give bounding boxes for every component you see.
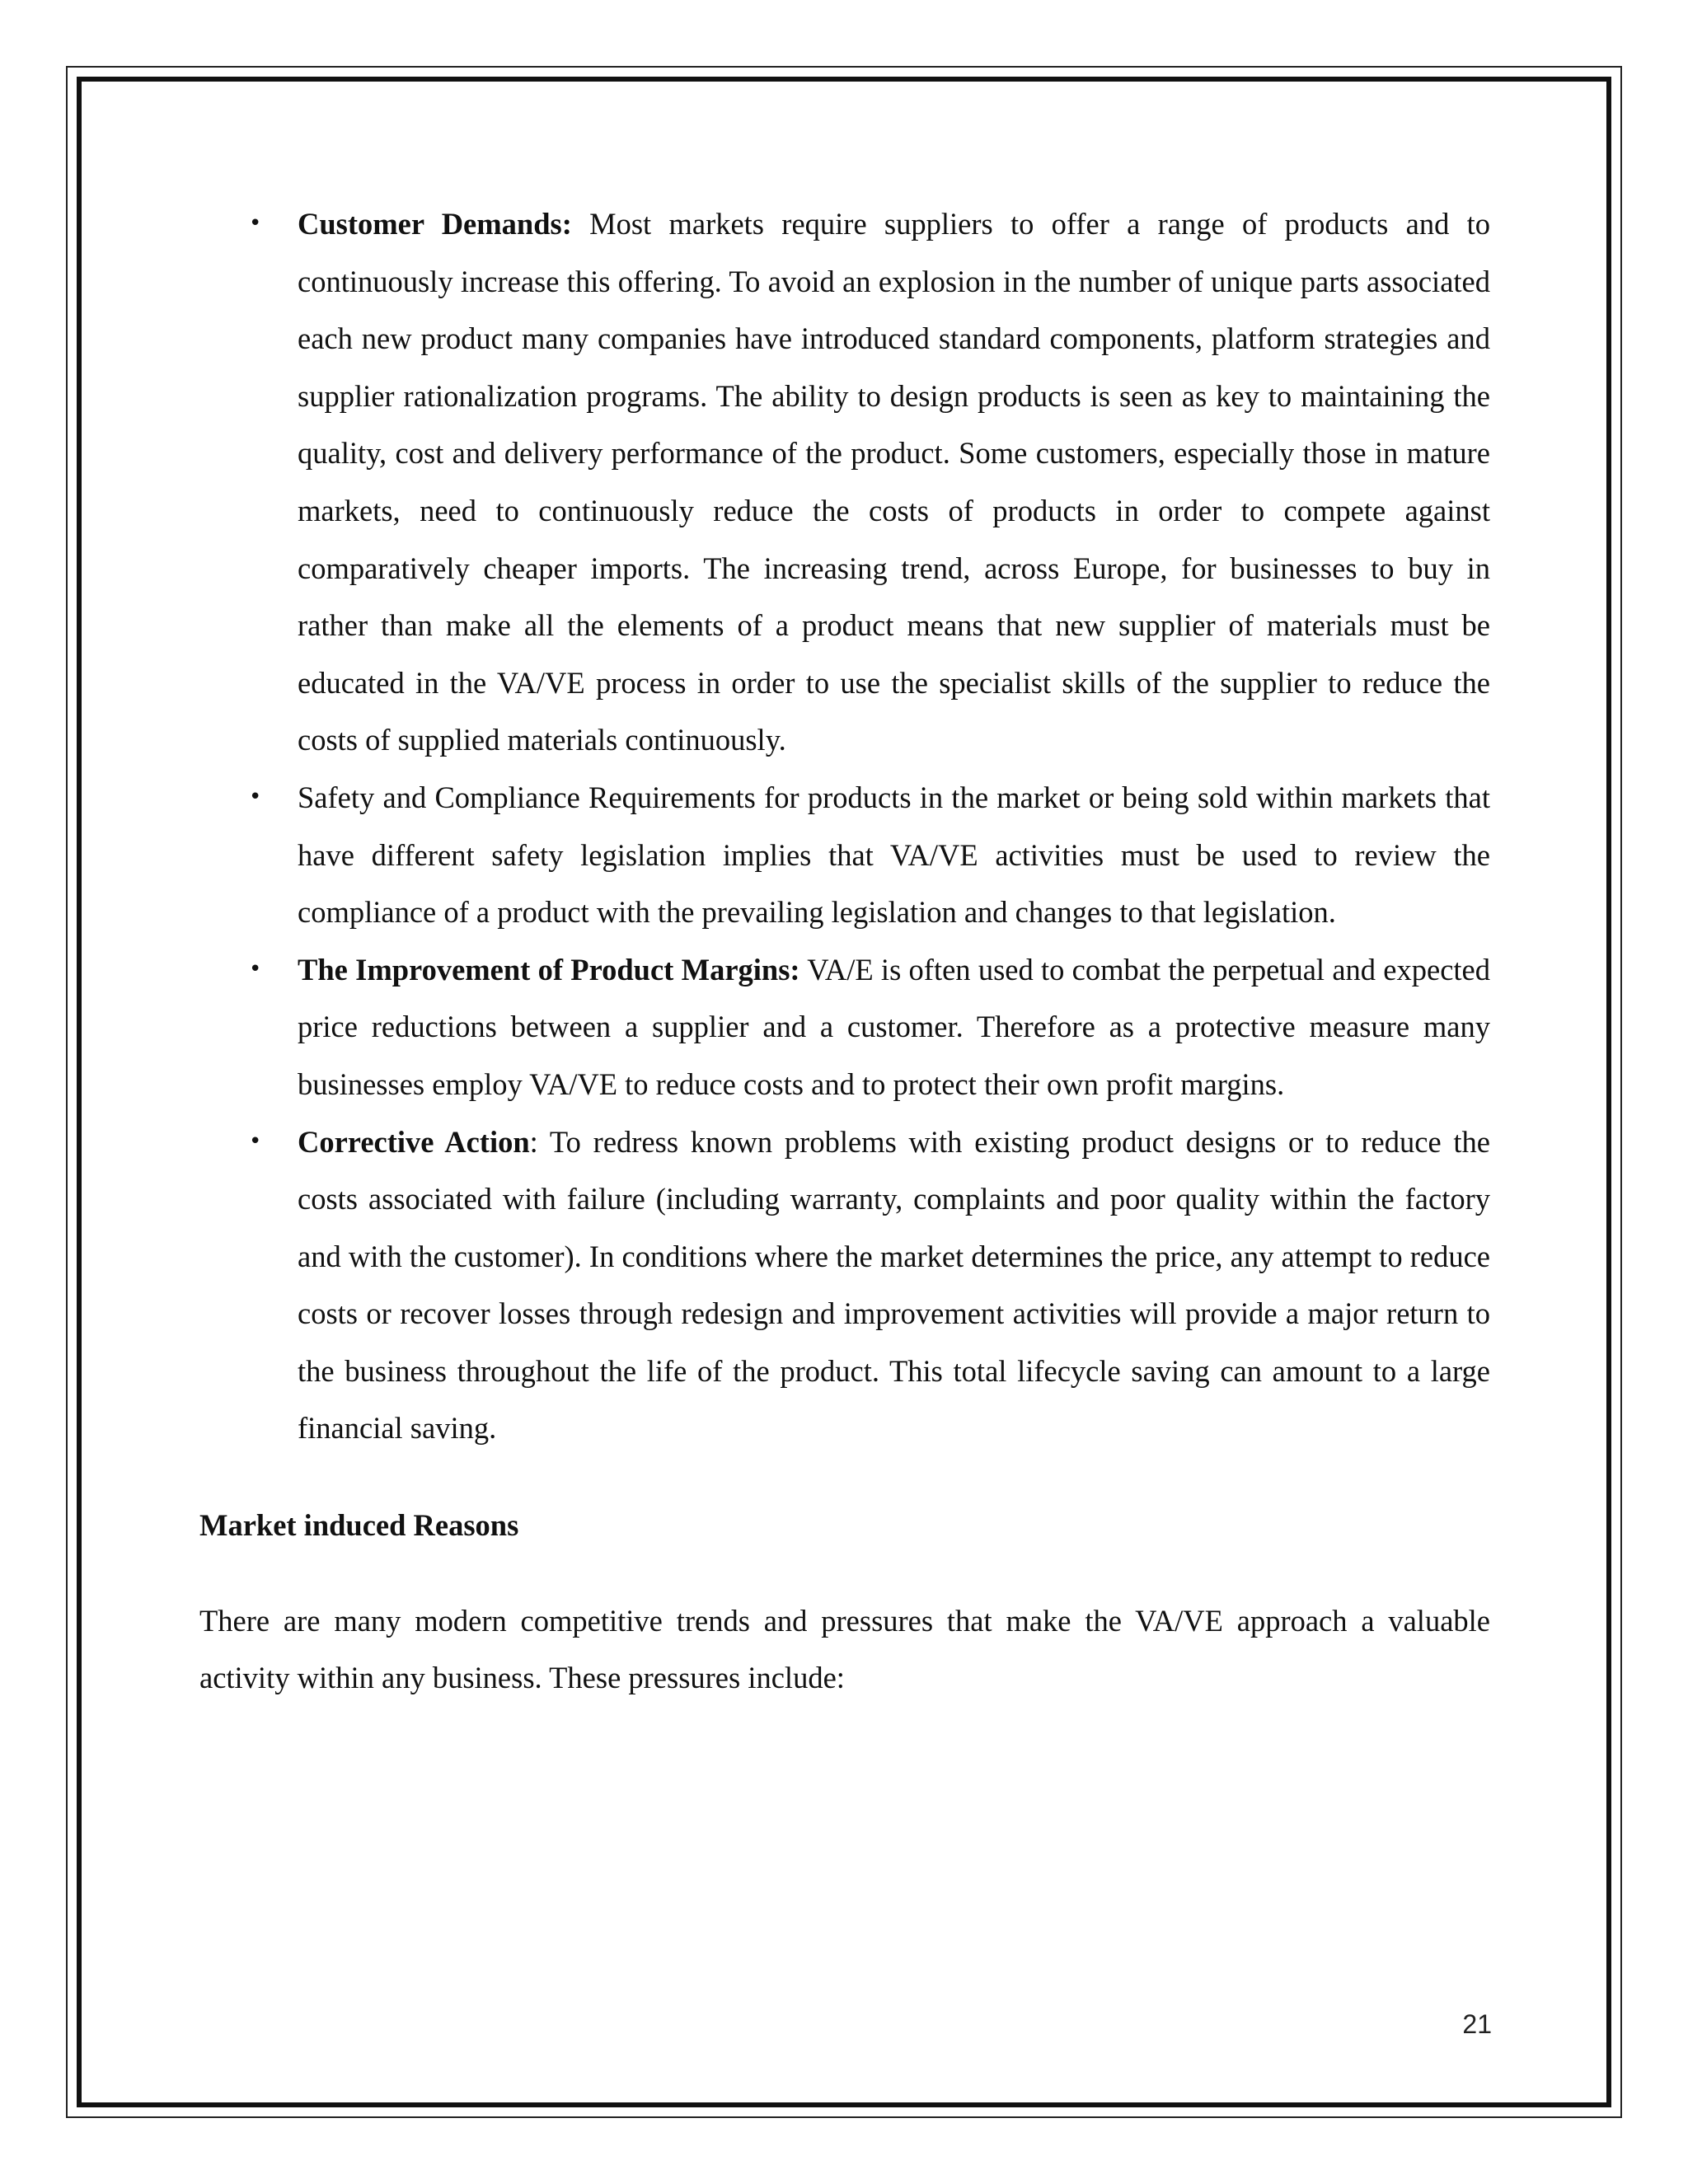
list-item-text: : To redress known problems with existing product designs or to reduce the costs associated with failure (including warranty, complaints and poor quality within the factory and with the customer). In conditions where the market determines the price, any attempt to reduce costs or recover losses through redesign and improvement activities will provide a major return to the business throughout the life of the product. This total lifecycle saving can amount to a large financial saving. <box>298 1124 1490 1446</box>
list-item-product-margins <box>199 941 1490 1113</box>
list-item-lead: The Improvement of Product Margins: <box>298 952 800 987</box>
bullet-icon: • <box>249 211 262 236</box>
list-item-customer-demands <box>199 195 1490 769</box>
list-item-lead: Customer Demands: <box>298 207 572 241</box>
list-item-safety-compliance <box>199 769 1490 941</box>
bullet-list <box>199 195 1490 1457</box>
list-item-lead: Corrective Action <box>298 1124 530 1159</box>
list-item-corrective-action <box>199 1113 1490 1458</box>
bullet-icon: • <box>249 784 262 809</box>
intro-paragraph: There are many modern competitive trends and pressures that make the VA/VE approach a valuable activity within any business. These pressures include: <box>199 1603 1490 1695</box>
list-item-text: Safety and Compliance Requirements for products in the market or being sold within markets that have different safety legislation implies that VA/VE activities must be used to review the compliance of a product with the prevailing legislation and changes to that legislation. <box>298 780 1490 930</box>
bullet-icon: • <box>249 956 262 982</box>
list-item-text: Most markets require suppliers to offer a range of products and to continuously increase this offering. To avoid an explosion in the number of unique parts associated each new product many companies have introduced standard components, platform strategies and supplier rationalization programs. The ability to design products is seen as key to maintaining the quality, cost and delivery performance of the product. Some customers, especially those in mature markets, need to continuously reduce the costs of products in order to compete against comparatively cheaper imports. The increasing trend, across Europe, for businesses to buy in rather than make all the elements of a product means that new supplier of materials must be educated in the VA/VE process in order to use the specialist skills of the supplier to reduce the costs of supplied materials continuously. <box>298 207 1491 757</box>
list-item-text: VA/E is often used to combat the perpetual and expected price reductions between a supplier and a customer. Therefore as a protective measure many businesses employ VA/VE to reduce costs and to protect their own profit margins. <box>298 952 1491 1101</box>
page-number: 21 <box>1462 2009 1492 2039</box>
page-content <box>199 195 1490 1707</box>
bullet-icon: • <box>249 1128 262 1154</box>
section-heading: Market induced Reasons <box>199 1508 519 1543</box>
